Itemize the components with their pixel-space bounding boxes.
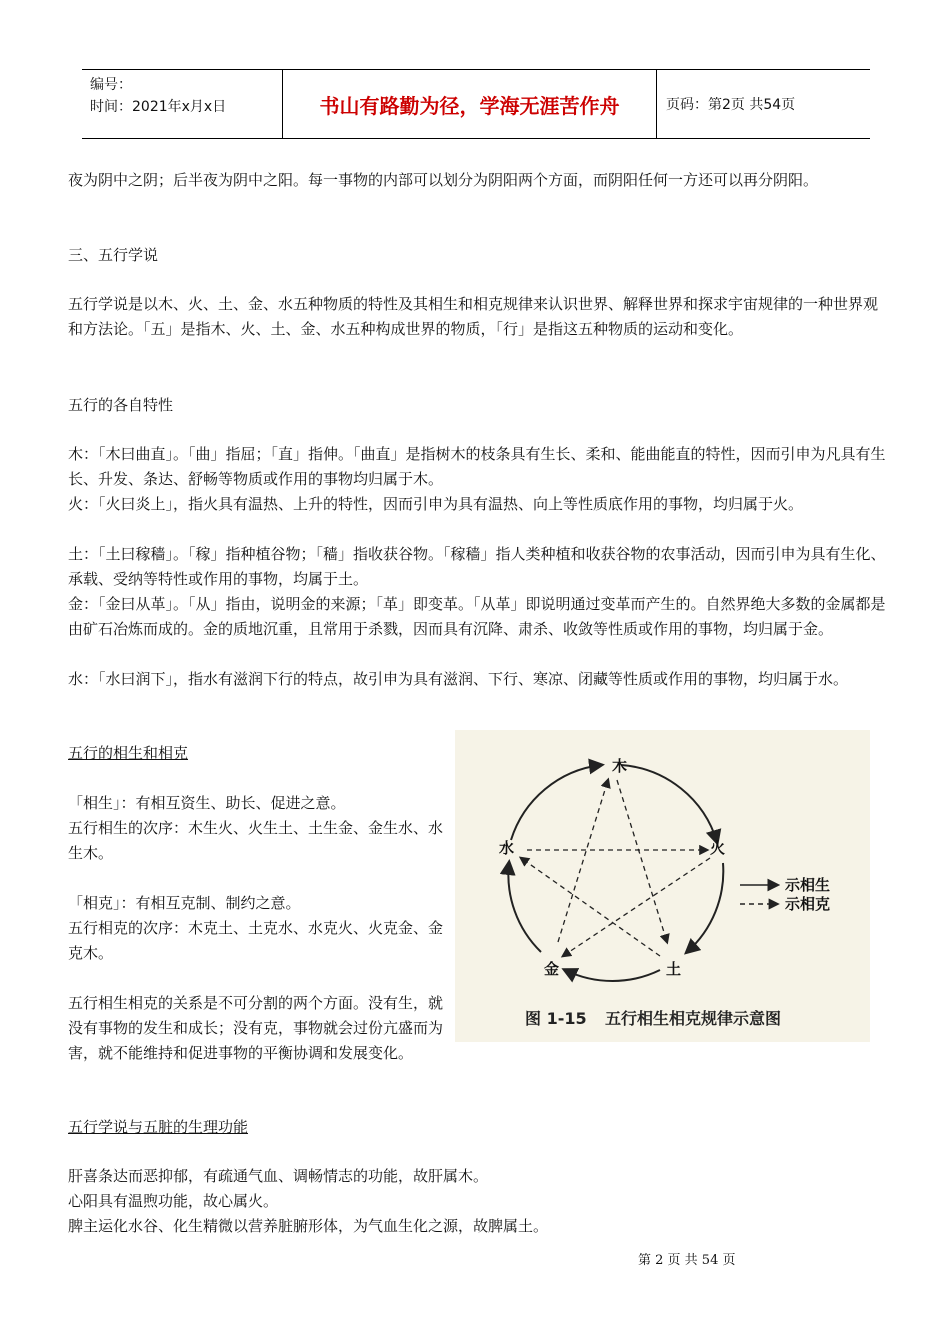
heading-organs: 五行学说与五脏的生理功能 xyxy=(68,1118,249,1136)
figure-caption-text: 五行相生相克规律示意图 xyxy=(605,1009,782,1028)
trait-wood: 木：「木曰曲直」。「曲」指屈；「直」指伸。「曲直」是指树木的枝条具有生长、柔和、能曲能直的特性，因而引申为凡具有生长、升发、条达、舒畅等物质或作用的事物均归属于木。 xyxy=(68,445,886,488)
paragraph-wuxing: 五行学说是以木、火、土、金、水五种物质的特性及其相生和相克规律来认识世界、解释世界和探求宇宙规律的一种世界观和方法论。「五」是指木、火、土、金、水五种构成世界的物质，「行」是指这五种物质的运动和变化。 xyxy=(68,295,879,338)
heading-wuxing: 三、五行学说 xyxy=(68,246,159,264)
sheng-arc-wood-fire xyxy=(621,765,717,842)
node-fire: 火 xyxy=(710,839,726,857)
wuxing-diagram-svg xyxy=(455,730,870,1042)
shengke-relation: 五行相生相克的关系是不可分割的两个方面。没有生，就没有事物的发生和成长；没有克，事物就会过份亢盛而为害，就不能维持和促进事物的平衡协调和发展变化。 xyxy=(68,994,444,1062)
ke-line-earth-water xyxy=(521,858,660,956)
header-left-cell xyxy=(82,70,283,138)
number-label: 编号： xyxy=(90,77,132,93)
node-water: 水 xyxy=(499,839,515,857)
sheng-arc-metal-water xyxy=(508,863,541,952)
trait-water: 水：「水曰润下」，指水有滋润下行的特点，故引申为具有滋润、下行、寒凉、闭藏等性质或作用的事物，均归属于水。 xyxy=(68,670,849,688)
legend-sheng-label: 示相生 xyxy=(785,876,831,894)
trait-metal: 金：「金曰从革」。「从」指由，说明金的来源；「革」即变革。「从革」即说明通过变革而产生的。自然界绝大多数的金属都是由矿石冶炼而成的。金的质地沉重，且常用于杀戮，因而具有沉降、肃杀、收敛等性质或作用的事物，均归属于金。 xyxy=(68,595,886,638)
node-earth: 土 xyxy=(666,960,682,978)
paragraph-yinyang: 夜为阴中之阴；后半夜为阴中之阳。每一事物的内部可以划分为阴阳两个方面，而阴阳任何一方还可以再分阴阳。 xyxy=(68,171,819,189)
page-footer: 第 2 页 共 54 页 xyxy=(638,1253,736,1268)
sheng-arc-fire-earth xyxy=(687,863,723,952)
heading-shengke: 五行的相生和相克 xyxy=(68,744,189,762)
node-metal: 金 xyxy=(544,960,560,978)
page-header xyxy=(82,69,870,139)
trait-earth: 土：「土曰稼穑」。「稼」指种植谷物；「穑」指收获谷物。「稼穑」指人类种植和收获谷物的农事活动，因而引申为具有生化、承载、受纳等特性或作用的事物，均属于土。 xyxy=(68,545,886,588)
ke-line-wood-earth xyxy=(617,780,667,942)
sheng-arc-water-wood xyxy=(511,765,601,840)
organ-liver: 肝喜条达而恶抑郁，有疏通气血、调畅情志的功能，故肝属木。 xyxy=(68,1167,489,1185)
header-page-info: 页码：第2页 共54页 xyxy=(666,97,796,113)
header-motto: 书山有路勤为径，学海无涯苦作舟 xyxy=(283,70,657,138)
node-wood: 木 xyxy=(612,757,628,775)
ke-definition: 「相克」：有相互克制、制约之意。 xyxy=(68,894,301,912)
legend-ke-label: 示相克 xyxy=(785,895,831,913)
heading-traits: 五行的各自特性 xyxy=(68,396,174,414)
ke-line-fire-metal xyxy=(563,858,710,956)
ke-line-metal-wood xyxy=(558,780,608,942)
organ-heart: 心阳具有温煦功能，故心属火。 xyxy=(68,1192,279,1210)
wuxing-diagram xyxy=(455,730,870,1042)
date-label: 时间：2021年x月x日 xyxy=(90,99,227,115)
sheng-arc-earth-metal xyxy=(565,970,660,981)
ke-order: 五行相克的次序：木克土、土克水、水克火、火克金、金克木。 xyxy=(68,919,444,962)
trait-fire: 火：「火曰炎上」，指火具有温热、上升的特性，因而引申为具有温热、向上等性质底作用的事物，均归属于火。 xyxy=(68,495,804,513)
figure-caption-number: 图 1-15 xyxy=(525,1009,587,1028)
organ-spleen: 脾主运化水谷、化生精微以营养脏腑形体，为气血生化之源，故脾属土。 xyxy=(68,1217,549,1235)
sheng-definition: 「相生」：有相互资生、助长、促进之意。 xyxy=(68,794,346,812)
sheng-order: 五行相生的次序：木生火、火生土、土生金、金生水、水生木。 xyxy=(68,819,444,862)
